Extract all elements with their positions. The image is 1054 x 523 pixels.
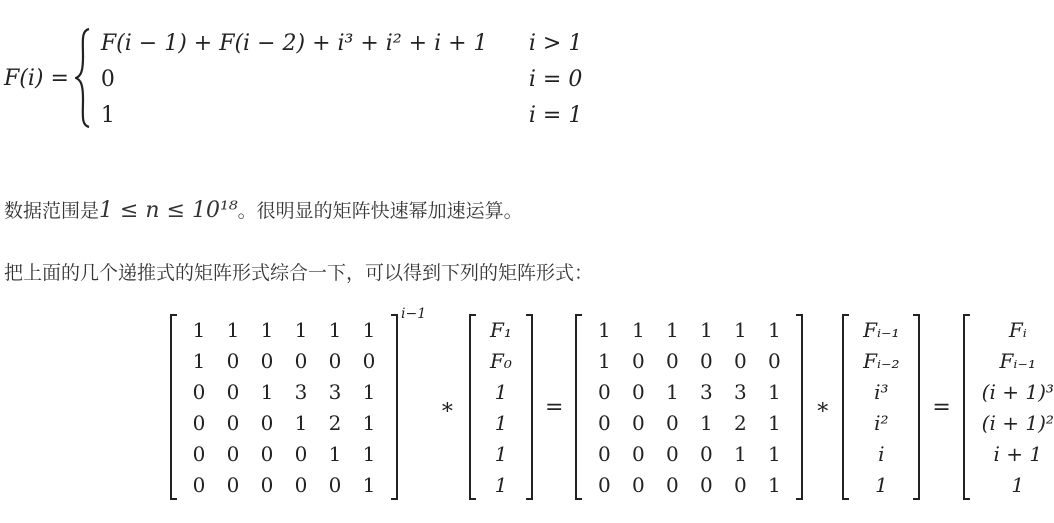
vector-cell: 1 — [494, 441, 508, 466]
transition-matrix-grid — [582, 314, 796, 500]
matrix-cell: 1 — [260, 379, 274, 404]
transition-matrix — [170, 314, 398, 500]
case-expression: 1 — [100, 103, 115, 128]
previous-vector — [842, 314, 920, 500]
matrix-cell: 0 — [260, 441, 274, 466]
vector-cell: 1 — [494, 472, 508, 497]
range-text-after: 。很明显的矩阵快速幂加速运算。 — [237, 201, 523, 222]
matrix-cell: 1 — [598, 348, 611, 373]
matrix-cell: 1 — [700, 317, 713, 342]
matrix-cell: 1 — [768, 472, 781, 497]
range-paragraph — [4, 196, 523, 223]
equals-operator: = — [544, 394, 564, 420]
matrix-cell: 1 — [768, 379, 781, 404]
matrix-cell: 1 — [192, 317, 206, 342]
case-row — [97, 62, 597, 98]
case-expression: 0 — [100, 67, 115, 92]
matrix-cell: 0 — [598, 379, 611, 404]
matrix-cell: 0 — [226, 348, 240, 373]
matrix-cell: 3 — [294, 379, 308, 404]
result-vector — [963, 314, 1054, 500]
matrix-cell: 0 — [362, 348, 376, 373]
matrix-cell: 0 — [328, 348, 342, 373]
matrix-cell: 1 — [362, 410, 376, 435]
matrix-cell: 1 — [328, 317, 342, 342]
combine-paragraph: 把上面的几个递推式的矩阵形式综合一下，可以得到下列的矩阵形式： — [4, 263, 594, 284]
matrix-cell: 0 — [260, 410, 274, 435]
initial-vector — [469, 314, 533, 500]
matrix-cell: 0 — [666, 472, 679, 497]
matrix-cell: 0 — [632, 472, 645, 497]
matrix-cell: 3 — [700, 379, 713, 404]
vector-cell: Fᵢ — [1008, 317, 1027, 342]
matrix-cell: 0 — [192, 441, 206, 466]
case-row — [97, 26, 597, 62]
matrix-cell: 0 — [632, 348, 645, 373]
matrix-cell: 3 — [734, 379, 747, 404]
matrix-cell: 1 — [362, 441, 376, 466]
matrix-cell: 0 — [294, 472, 308, 497]
vector-cell: Fᵢ₋₁ — [863, 317, 900, 342]
left-brace-icon — [75, 27, 91, 129]
vector-cell: i³ — [874, 379, 889, 404]
initial-vector-grid — [476, 314, 526, 500]
matrix-cell: 1 — [734, 441, 747, 466]
case-expression: F(i − 1) + F(i − 2) + i³ + i² + i + 1 — [100, 31, 488, 56]
matrix-cell: 1 — [226, 317, 240, 342]
matrix-cell: 0 — [192, 472, 206, 497]
matrix-cell: 0 — [226, 441, 240, 466]
vector-cell: F₁ — [490, 317, 512, 342]
matrix-cell: 1 — [768, 410, 781, 435]
matrix-cell: 0 — [666, 348, 679, 373]
matrix-cell: 1 — [362, 379, 376, 404]
matrix-cell: 0 — [226, 379, 240, 404]
matrix-cell: 0 — [598, 441, 611, 466]
matrix-cell: 1 — [598, 317, 611, 342]
vector-cell: (i + 1)³ — [981, 379, 1054, 404]
matrix-cell: 0 — [734, 348, 747, 373]
transition-matrix-2 — [575, 314, 803, 500]
vector-cell: i — [878, 441, 885, 466]
piecewise-cases — [97, 26, 597, 130]
case-condition: i = 1 — [528, 103, 583, 128]
matrix-cell: 1 — [734, 317, 747, 342]
matrix-cell: 1 — [362, 317, 376, 342]
matrix-cell: 0 — [260, 472, 274, 497]
matrix-cell: 3 — [328, 379, 342, 404]
transition-matrix-grid — [177, 314, 391, 500]
vector-cell: i² — [874, 410, 889, 435]
range-math: 1 ≤ n ≤ 10¹⁸ — [99, 198, 238, 223]
matrix-cell: 0 — [260, 348, 274, 373]
matrix-cell: 0 — [700, 472, 713, 497]
matrix-cell: 0 — [226, 410, 240, 435]
matrix-cell: 1 — [192, 348, 206, 373]
matrix-cell: 0 — [632, 410, 645, 435]
matrix-cell: 0 — [294, 441, 308, 466]
matrix-cell: 1 — [768, 441, 781, 466]
matrix-cell: 0 — [700, 348, 713, 373]
case-condition: i > 1 — [528, 31, 583, 56]
multiply-operator: ∗ — [815, 394, 831, 420]
matrix-cell: 1 — [666, 317, 679, 342]
vector-cell: 1 — [1011, 472, 1025, 497]
matrix-cell: 0 — [328, 472, 342, 497]
matrix-cell: 1 — [328, 441, 342, 466]
matrix-cell: 0 — [768, 348, 781, 373]
matrix-cell: 2 — [328, 410, 342, 435]
matrix-cell: 1 — [632, 317, 645, 342]
matrix-cell: 0 — [294, 348, 308, 373]
matrix-cell: 0 — [734, 472, 747, 497]
matrix-cell: 1 — [294, 410, 308, 435]
matrix-cell: 1 — [768, 317, 781, 342]
matrix-cell: 0 — [598, 472, 611, 497]
matrix-cell: 1 — [260, 317, 274, 342]
vector-cell: i + 1 — [993, 441, 1043, 466]
vector-cell: F₀ — [490, 348, 512, 373]
matrix-cell: 0 — [632, 379, 645, 404]
equals-operator: = — [932, 394, 951, 420]
matrix-cell: 1 — [666, 379, 679, 404]
matrix-cell: 1 — [700, 410, 713, 435]
vector-cell: 1 — [494, 379, 508, 404]
exponent-text: i−1 — [401, 306, 427, 322]
matrix-cell: 0 — [666, 410, 679, 435]
matrix-cell: 1 — [294, 317, 308, 342]
previous-vector-grid — [849, 314, 913, 500]
piecewise-definition — [4, 26, 597, 130]
multiply-operator: ∗ — [440, 394, 455, 420]
matrix-cell: 0 — [226, 472, 240, 497]
matrix-cell: 0 — [192, 379, 206, 404]
vector-cell: 1 — [874, 472, 888, 497]
matrix-cell: 2 — [734, 410, 747, 435]
matrix-cell: 0 — [598, 410, 611, 435]
result-vector-grid — [970, 314, 1054, 500]
piecewise-lhs: F(i) = — [4, 65, 69, 91]
case-condition: i = 0 — [528, 67, 583, 92]
matrix-equation — [170, 306, 1054, 502]
matrix-cell: 1 — [362, 472, 376, 497]
vector-cell: 1 — [494, 410, 508, 435]
vector-cell: (i + 1)² — [981, 410, 1054, 435]
vector-cell: Fᵢ₋₂ — [863, 348, 900, 373]
case-row — [97, 98, 597, 134]
matrix-cell: 0 — [632, 441, 645, 466]
matrix-cell: 0 — [700, 441, 713, 466]
matrix-cell: 0 — [666, 441, 679, 466]
vector-cell: Fᵢ₋₁ — [999, 348, 1037, 373]
range-text-before: 数据范围是 — [4, 201, 100, 222]
matrix-cell: 0 — [192, 410, 206, 435]
